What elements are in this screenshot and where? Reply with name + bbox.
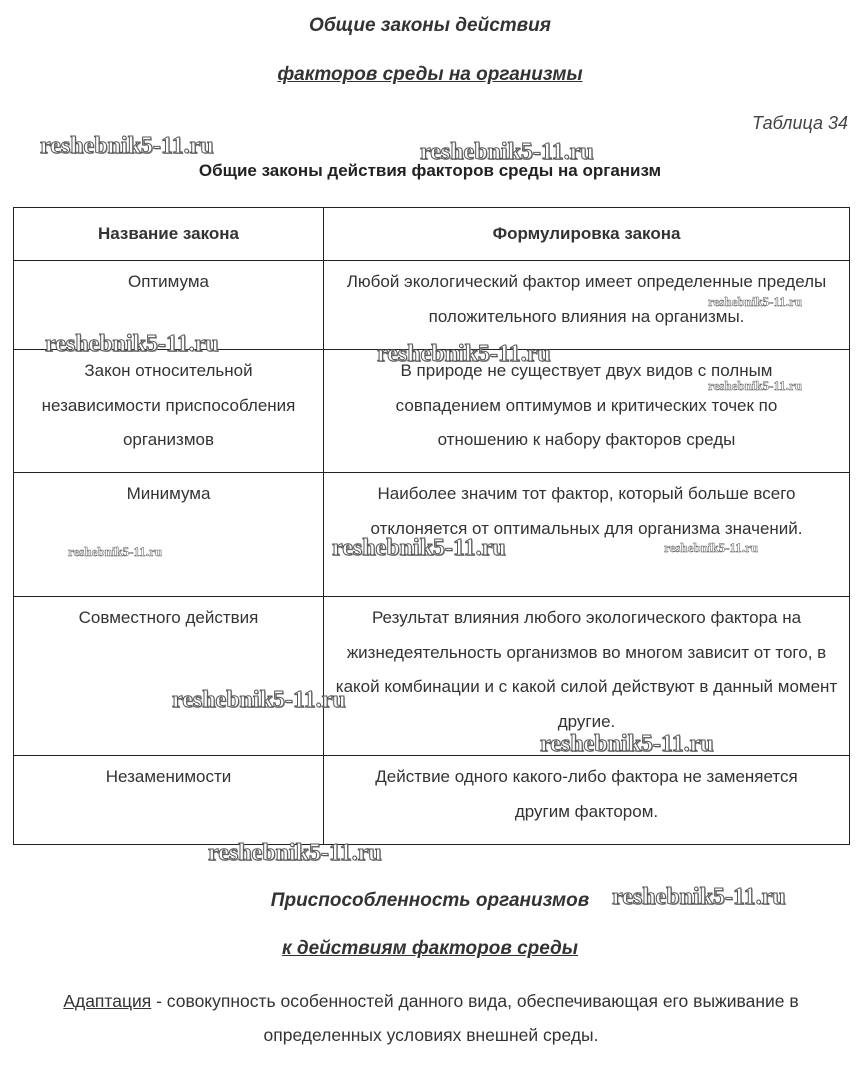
law-name: Минимума bbox=[14, 473, 324, 597]
table-number: Таблица 34 bbox=[751, 113, 848, 133]
definition-text: - совокупность особенностей данного вида, обеспечивающая его выживание в определенных условиях внешней среды. bbox=[151, 991, 799, 1045]
definition-term: Адаптация bbox=[63, 991, 152, 1011]
law-name: Закон относительной независимости приспособления организмов bbox=[14, 350, 324, 473]
section-title-line2: факторов среды на организмы bbox=[277, 64, 583, 85]
table-row bbox=[14, 756, 850, 845]
law-name: Оптимума bbox=[14, 261, 324, 350]
law-name: Незаменимости bbox=[14, 756, 324, 845]
watermark: reshebnik5-11.ru bbox=[377, 341, 551, 367]
watermark: reshebnik5-11.ru bbox=[45, 331, 219, 357]
table-row bbox=[14, 597, 850, 756]
watermark: reshebnik5-11.ru bbox=[40, 133, 214, 159]
watermark: reshebnik5-11.ru bbox=[612, 884, 786, 910]
watermark: reshebnik5-11.ru bbox=[708, 378, 803, 393]
table-row bbox=[14, 473, 850, 597]
law-formulation: Наиболее значим тот фактор, который больше всего отклоняется от оптимальных для организма значений. bbox=[324, 473, 850, 597]
watermark: reshebnik5-11.ru bbox=[332, 535, 506, 561]
table-title: Общие законы действия факторов среды на организм bbox=[198, 161, 662, 180]
law-formulation: Результат влияния любого экологического фактора на жизнедеятельность организмов во многом зависит от того, в какой комбинации и с какой силой действуют в данный момент другие. bbox=[324, 597, 850, 756]
law-formulation: В природе не существует двух видов с полным совпадением оптимумов и критических точек по отношению к набору факторов среды bbox=[324, 350, 850, 473]
watermark: reshebnik5-11.ru bbox=[208, 840, 382, 866]
laws-table bbox=[13, 207, 850, 845]
watermark: reshebnik5-11.ru bbox=[420, 139, 594, 165]
table-row bbox=[14, 261, 850, 350]
watermark: reshebnik5-11.ru bbox=[664, 540, 759, 555]
header-law-name: Название закона bbox=[14, 208, 324, 261]
law-formulation: Любой экологический фактор имеет определенные пределы положительного влияния на организмы. bbox=[324, 261, 850, 350]
watermark: reshebnik5-11.ru bbox=[708, 294, 803, 309]
watermark: reshebnik5-11.ru bbox=[172, 687, 346, 713]
definition-paragraph bbox=[13, 984, 849, 1052]
section-title-line1: Общие законы действия bbox=[309, 15, 551, 36]
law-name: Совместного действия bbox=[14, 597, 324, 756]
header-law-formulation: Формулировка закона bbox=[324, 208, 850, 261]
table-header-row bbox=[14, 208, 850, 261]
law-formulation: Действие одного какого-либо фактора не заменяется другим фактором. bbox=[324, 756, 850, 845]
table-row bbox=[14, 350, 850, 473]
section-title-line4: к действиям факторов среды bbox=[281, 938, 579, 959]
watermark: reshebnik5-11.ru bbox=[68, 544, 163, 559]
section-title-line3: Приспособленность организмов bbox=[270, 890, 590, 911]
watermark: reshebnik5-11.ru bbox=[540, 731, 714, 757]
